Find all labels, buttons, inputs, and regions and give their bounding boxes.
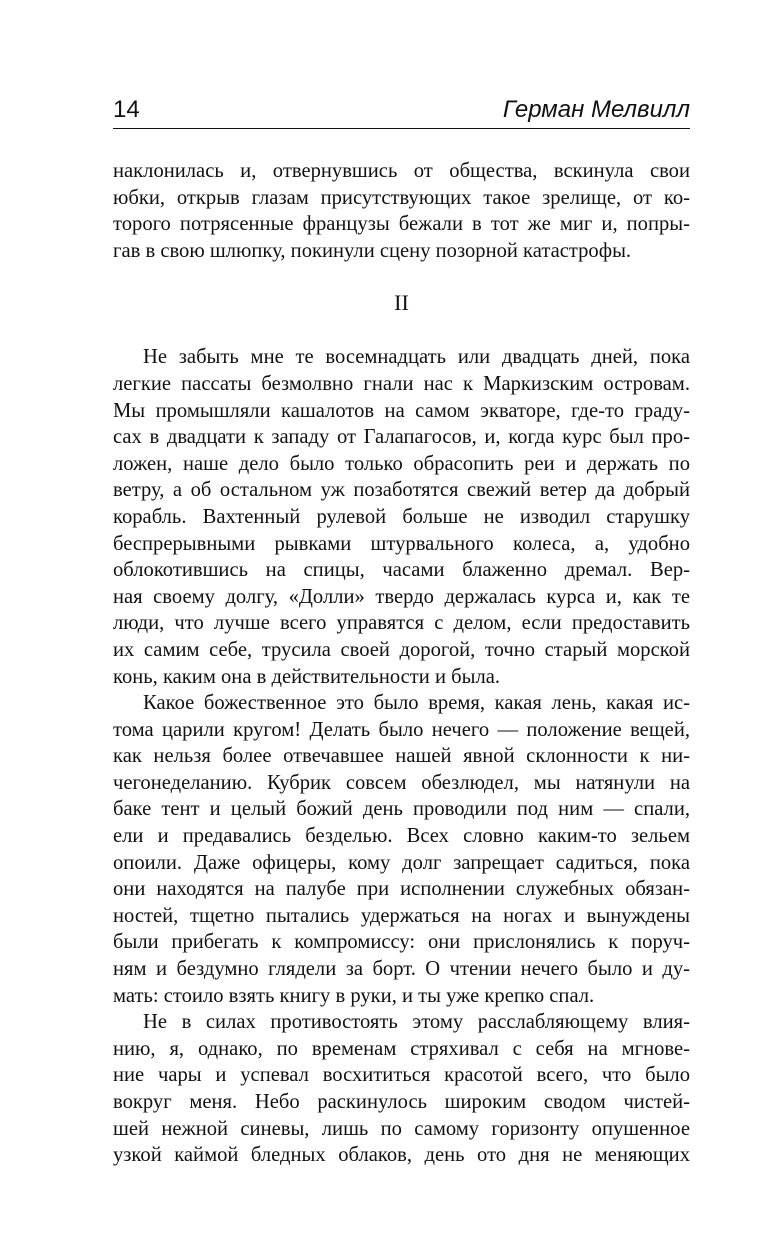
text-line: вокруг меня. Небо раскинулось широким сводом чистей-: [113, 1091, 690, 1113]
text-line: нию, я, однако, по временам стряхивал с себя на мгнове-: [113, 1037, 690, 1060]
text-line: легкие пассаты безмолвно гнали нас к Маркизским островам.: [113, 372, 690, 395]
text-line: беспрерывными рывками штурвального колеса, а, удобно: [113, 532, 690, 555]
text-line: ветру, а об остальном уж позаботятся свежий ветер да добрый: [113, 479, 690, 502]
paragraph: [113, 690, 690, 1009]
body-text: [113, 158, 690, 1169]
page-number: 14: [113, 96, 140, 123]
text-line: сах в двадцати к западу от Галапагосов, и, когда курс был про-: [113, 426, 690, 449]
text-line: торого потрясенные французы бежали в тот же миг и, попры-: [113, 213, 690, 236]
text-line: узкой каймой бледных облаков, день ото дня не меняющих: [113, 1144, 690, 1167]
text-line: Какое божественное это было время, какая лень, какая ис-: [143, 692, 690, 715]
text-line: Мы промышляли кашалотов на самом экваторе, где-то граду-: [113, 399, 690, 422]
paragraph-continued: [113, 158, 690, 264]
text-line: ностей, тщетно пытались удержаться на ногах и вынуждены: [113, 904, 690, 927]
text-line: люди, что лучше всего управятся с делом, если предоставить: [113, 612, 690, 635]
text-line: были прибегать к компромиссу: они прислонялись к поруч-: [113, 931, 690, 954]
paragraph: [113, 344, 690, 690]
text-line: конь, каким она в действительности и была.: [113, 665, 501, 688]
text-line: ние чары и успевал восхититься красотой всего, что было: [113, 1064, 690, 1087]
text-line: ная своему долгу, «Долли» твердо держалась курса и, как те: [113, 585, 690, 608]
chapter-heading: II: [394, 290, 409, 316]
text-line: корабль. Вахтенный рулевой больше не изводил старушку: [113, 505, 690, 528]
paragraph: [113, 1009, 690, 1169]
text-line: тома царили кругом! Делать было нечего — положение вещей,: [113, 718, 690, 741]
text-line: как нельзя более отвечавшее нашей явной склонности к ни-: [113, 745, 690, 768]
text-line: ели и предавались безделью. Всех словно каким-то зельем: [113, 825, 690, 848]
text-line: гав в свою шлюпку, покинули сцену позорной катастрофы.: [113, 239, 632, 262]
text-line: мать: стоило взять книгу в руки, и ты уже крепко спал.: [113, 984, 595, 1007]
text-line: шей нежной синевы, лишь по самому горизонту опушенное: [113, 1117, 690, 1140]
text-line: наклонилась и, отвернувшись от общества, вскинула свои: [113, 160, 690, 182]
text-line: их самим себе, трусила своей дорогой, точно старый морской: [113, 638, 690, 661]
text-line: чегонеделанию. Кубрик совсем обезлюдел, мы натянули на: [113, 771, 690, 794]
text-line: баке тент и целый божий день проводили под ним — спали,: [113, 798, 690, 821]
text-line: они находятся на палубе при исполнении служебных обязан-: [113, 878, 690, 901]
text-line: юбки, открыв глазам присутствующих такое зрелище, от ко-: [113, 186, 690, 209]
page-header: [113, 92, 690, 129]
running-head-author: Герман Мелвилл: [502, 96, 690, 123]
text-line: опоили. Даже офицеры, кому долг запрещает садиться, пока: [113, 851, 690, 874]
text-line: ням и бездумно глядели за борт. О чтении нечего было и ду-: [113, 958, 690, 981]
text-line: ложен, наше дело было только обрасопить реи и держать по: [113, 452, 690, 475]
text-line: Не забыть мне те восемнадцать или двадцать дней, пока: [143, 346, 690, 369]
text-line: Не в силах противостоять этому расслабляющему влия-: [143, 1011, 690, 1034]
text-line: облокотившись на спицы, часами блаженно дремал. Вер-: [113, 559, 690, 582]
